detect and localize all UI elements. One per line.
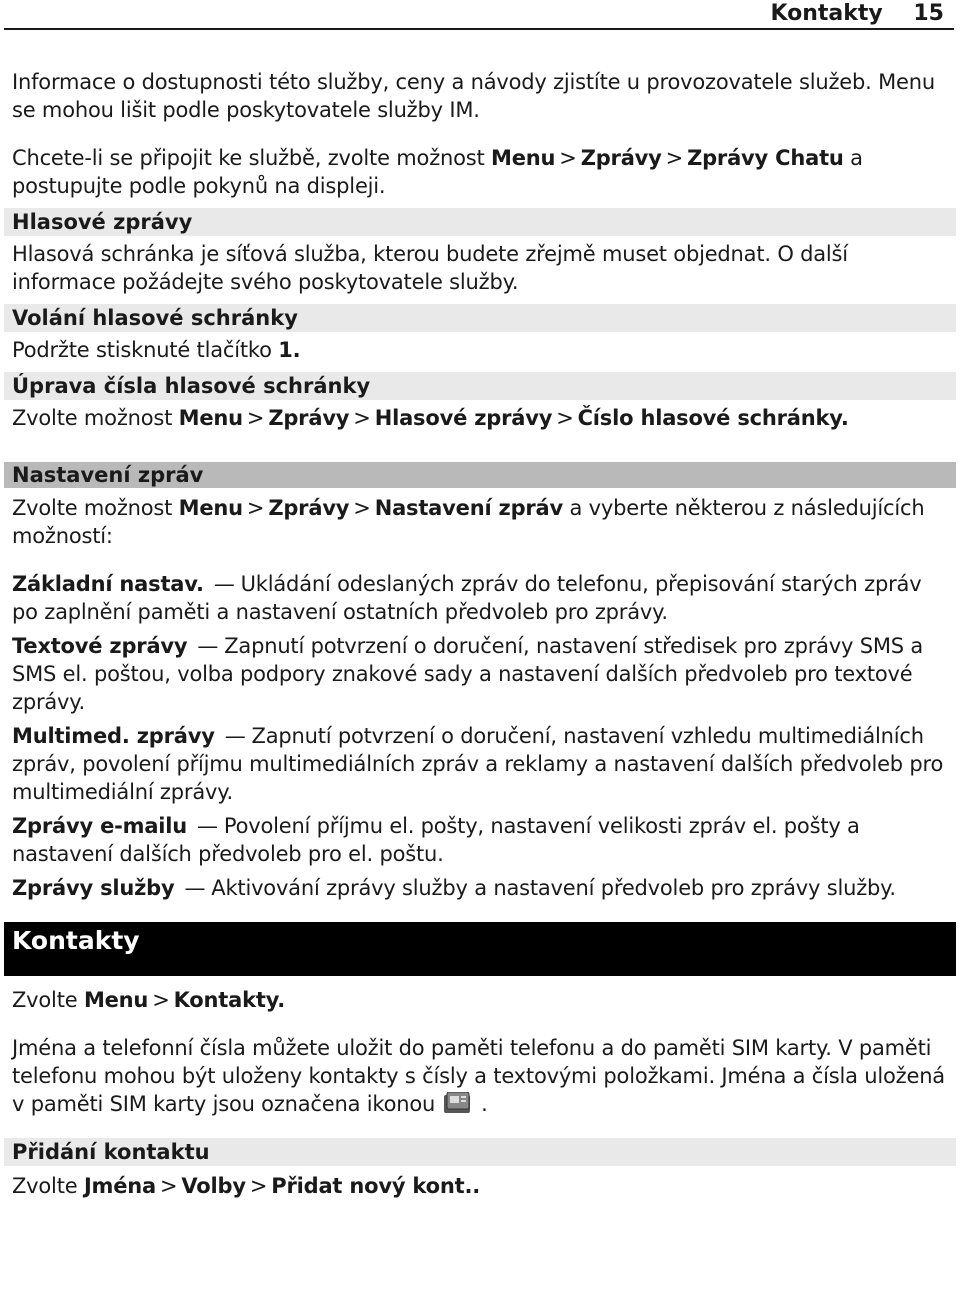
heading-add-contact: Přidání kontaktu bbox=[4, 1138, 956, 1166]
menu-separator: > bbox=[160, 1174, 178, 1198]
menu-separator: > bbox=[152, 988, 170, 1012]
settings-option bbox=[0, 632, 960, 716]
option-description: Zapnutí potvrzení o doručení, nastavení středisek pro zprávy SMS a SMS el. poštou, volba podpory znakové sady a nastavení dalších předvoleb pro textové zprávy. bbox=[12, 634, 924, 714]
dash: — bbox=[213, 572, 235, 596]
menu-path-item: Zprávy Chatu bbox=[687, 146, 844, 170]
menu-path-item: Menu bbox=[83, 988, 149, 1012]
menu-separator: > bbox=[353, 496, 371, 520]
heading-call-voicemail: Volání hlasové schránky bbox=[4, 304, 956, 332]
option-term: Základní nastav. bbox=[12, 572, 204, 596]
settings-options-list bbox=[0, 570, 960, 902]
menu-path-item: Zprávy bbox=[580, 146, 662, 170]
intro-paragraph-1: Informace o dostupnosti této služby, ceny a návody zjistíte u provozovatele služeb. Menu se mohou lišit podle poskytovatele služby IM. bbox=[12, 70, 935, 122]
option-term: Zprávy služby bbox=[12, 876, 175, 900]
menu-separator: > bbox=[559, 146, 577, 170]
text-run: Jména a telefonní čísla můžete uložit do paměti telefonu a do paměti SIM karty. V paměti telefonu mohou být uloženy kontakty s čísly a textovými položkami. Jména a čísla uložená v paměti SIM karty jsou označena ikonou bbox=[12, 1036, 945, 1116]
menu-path-item: Nastavení zpráv bbox=[374, 496, 564, 520]
menu-separator: > bbox=[556, 406, 574, 430]
page-header bbox=[0, 0, 960, 30]
text-run: Zvolte bbox=[12, 1174, 84, 1198]
menu-path-item: Přidat nový kont.. bbox=[271, 1174, 481, 1198]
key-label: 1. bbox=[278, 338, 301, 362]
option-term: Zprávy e-mailu bbox=[12, 814, 188, 838]
voice-paragraph: Hlasová schránka je síťová služba, kterou budete zřejmě muset objednat. O další informace požádejte svého poskytovatele služby. bbox=[12, 242, 848, 294]
option-term: Textové zprávy bbox=[12, 634, 188, 658]
dash: — bbox=[184, 876, 206, 900]
header-rule bbox=[4, 28, 954, 30]
menu-path-item: Menu bbox=[491, 146, 556, 170]
menu-path-item: Zprávy bbox=[268, 496, 350, 520]
menu-path-item: Hlasové zprávy bbox=[374, 406, 553, 430]
header-line bbox=[770, 1, 944, 26]
contacts-paragraph bbox=[0, 1034, 960, 1118]
sim-card-icon bbox=[443, 1092, 473, 1114]
add-contact-text bbox=[0, 1172, 960, 1200]
dash: — bbox=[224, 724, 246, 748]
text-run: Chcete-li se připojit ke službě, zvolte možnost bbox=[12, 146, 492, 170]
menu-path-item: Menu bbox=[178, 496, 243, 520]
option-term: Multimed. zprávy bbox=[12, 724, 215, 748]
header-section: Kontakty bbox=[770, 1, 883, 26]
settings-option bbox=[0, 874, 960, 902]
option-description: Ukládání odeslaných zpráv do telefonu, přepisování starých zpráv po zaplnění paměti a nastavení ostatních předvoleb pro zprávy. bbox=[12, 572, 922, 624]
text-run: . bbox=[481, 1092, 488, 1116]
menu-separator: > bbox=[246, 406, 265, 430]
settings-option bbox=[0, 812, 960, 868]
menu-path-item: Zprávy bbox=[268, 406, 350, 430]
text-run: a vyberte některou z následujících možností: bbox=[12, 496, 925, 548]
menu-path-item: Volby bbox=[181, 1174, 246, 1198]
settings-option bbox=[0, 722, 960, 806]
text-run: Zvolte bbox=[12, 988, 84, 1012]
heading-message-settings: Nastavení zpráv bbox=[4, 462, 956, 488]
option-description: Povolení příjmu el. pošty, nastavení velikosti zpráv el. pošty a nastavení dalších předvoleb pro el. poštu. bbox=[12, 814, 860, 866]
menu-separator: > bbox=[249, 1174, 268, 1198]
menu-path-item: Menu bbox=[178, 406, 243, 430]
contacts-select bbox=[0, 986, 960, 1014]
menu-path-item: Číslo hlasové schránky. bbox=[577, 406, 849, 430]
text-run: Zvolte možnost bbox=[12, 496, 179, 520]
heading-voice-messages: Hlasové zprávy bbox=[4, 208, 956, 236]
dash: — bbox=[197, 814, 218, 838]
call-voicemail-text bbox=[0, 336, 960, 364]
text-run: a postupujte podle pokynů na displeji. bbox=[12, 146, 863, 198]
menu-path-item: Jména bbox=[83, 1174, 156, 1198]
settings-option bbox=[0, 570, 960, 626]
settings-intro bbox=[0, 494, 960, 550]
option-description: Aktivování zprávy služby a nastavení předvoleb pro zprávy služby. bbox=[211, 876, 896, 900]
page-number: 15 bbox=[913, 1, 944, 26]
menu-separator: > bbox=[246, 496, 265, 520]
option-description: Zapnutí potvrzení o doručení, nastavení vzhledu multimediálních zpráv, povolení příjmu multimediálních zpráv a reklamy a nastavení dalších předvoleb pro multimediální zprávy. bbox=[12, 724, 944, 804]
menu-path-item: Kontakty. bbox=[173, 988, 286, 1012]
edit-voicemail-text bbox=[0, 404, 960, 432]
text-run: Zvolte možnost bbox=[12, 406, 179, 430]
heading-edit-voicemail-number: Úprava čísla hlasové schránky bbox=[4, 372, 956, 400]
heading-contacts: Kontakty bbox=[4, 922, 956, 976]
dash: — bbox=[197, 634, 219, 658]
text-run: Podržte stisknuté tlačítko bbox=[12, 338, 279, 362]
page-content bbox=[0, 68, 960, 1200]
menu-separator: > bbox=[353, 406, 371, 430]
menu-separator: > bbox=[665, 146, 684, 170]
intro-paragraph-2 bbox=[0, 144, 960, 200]
